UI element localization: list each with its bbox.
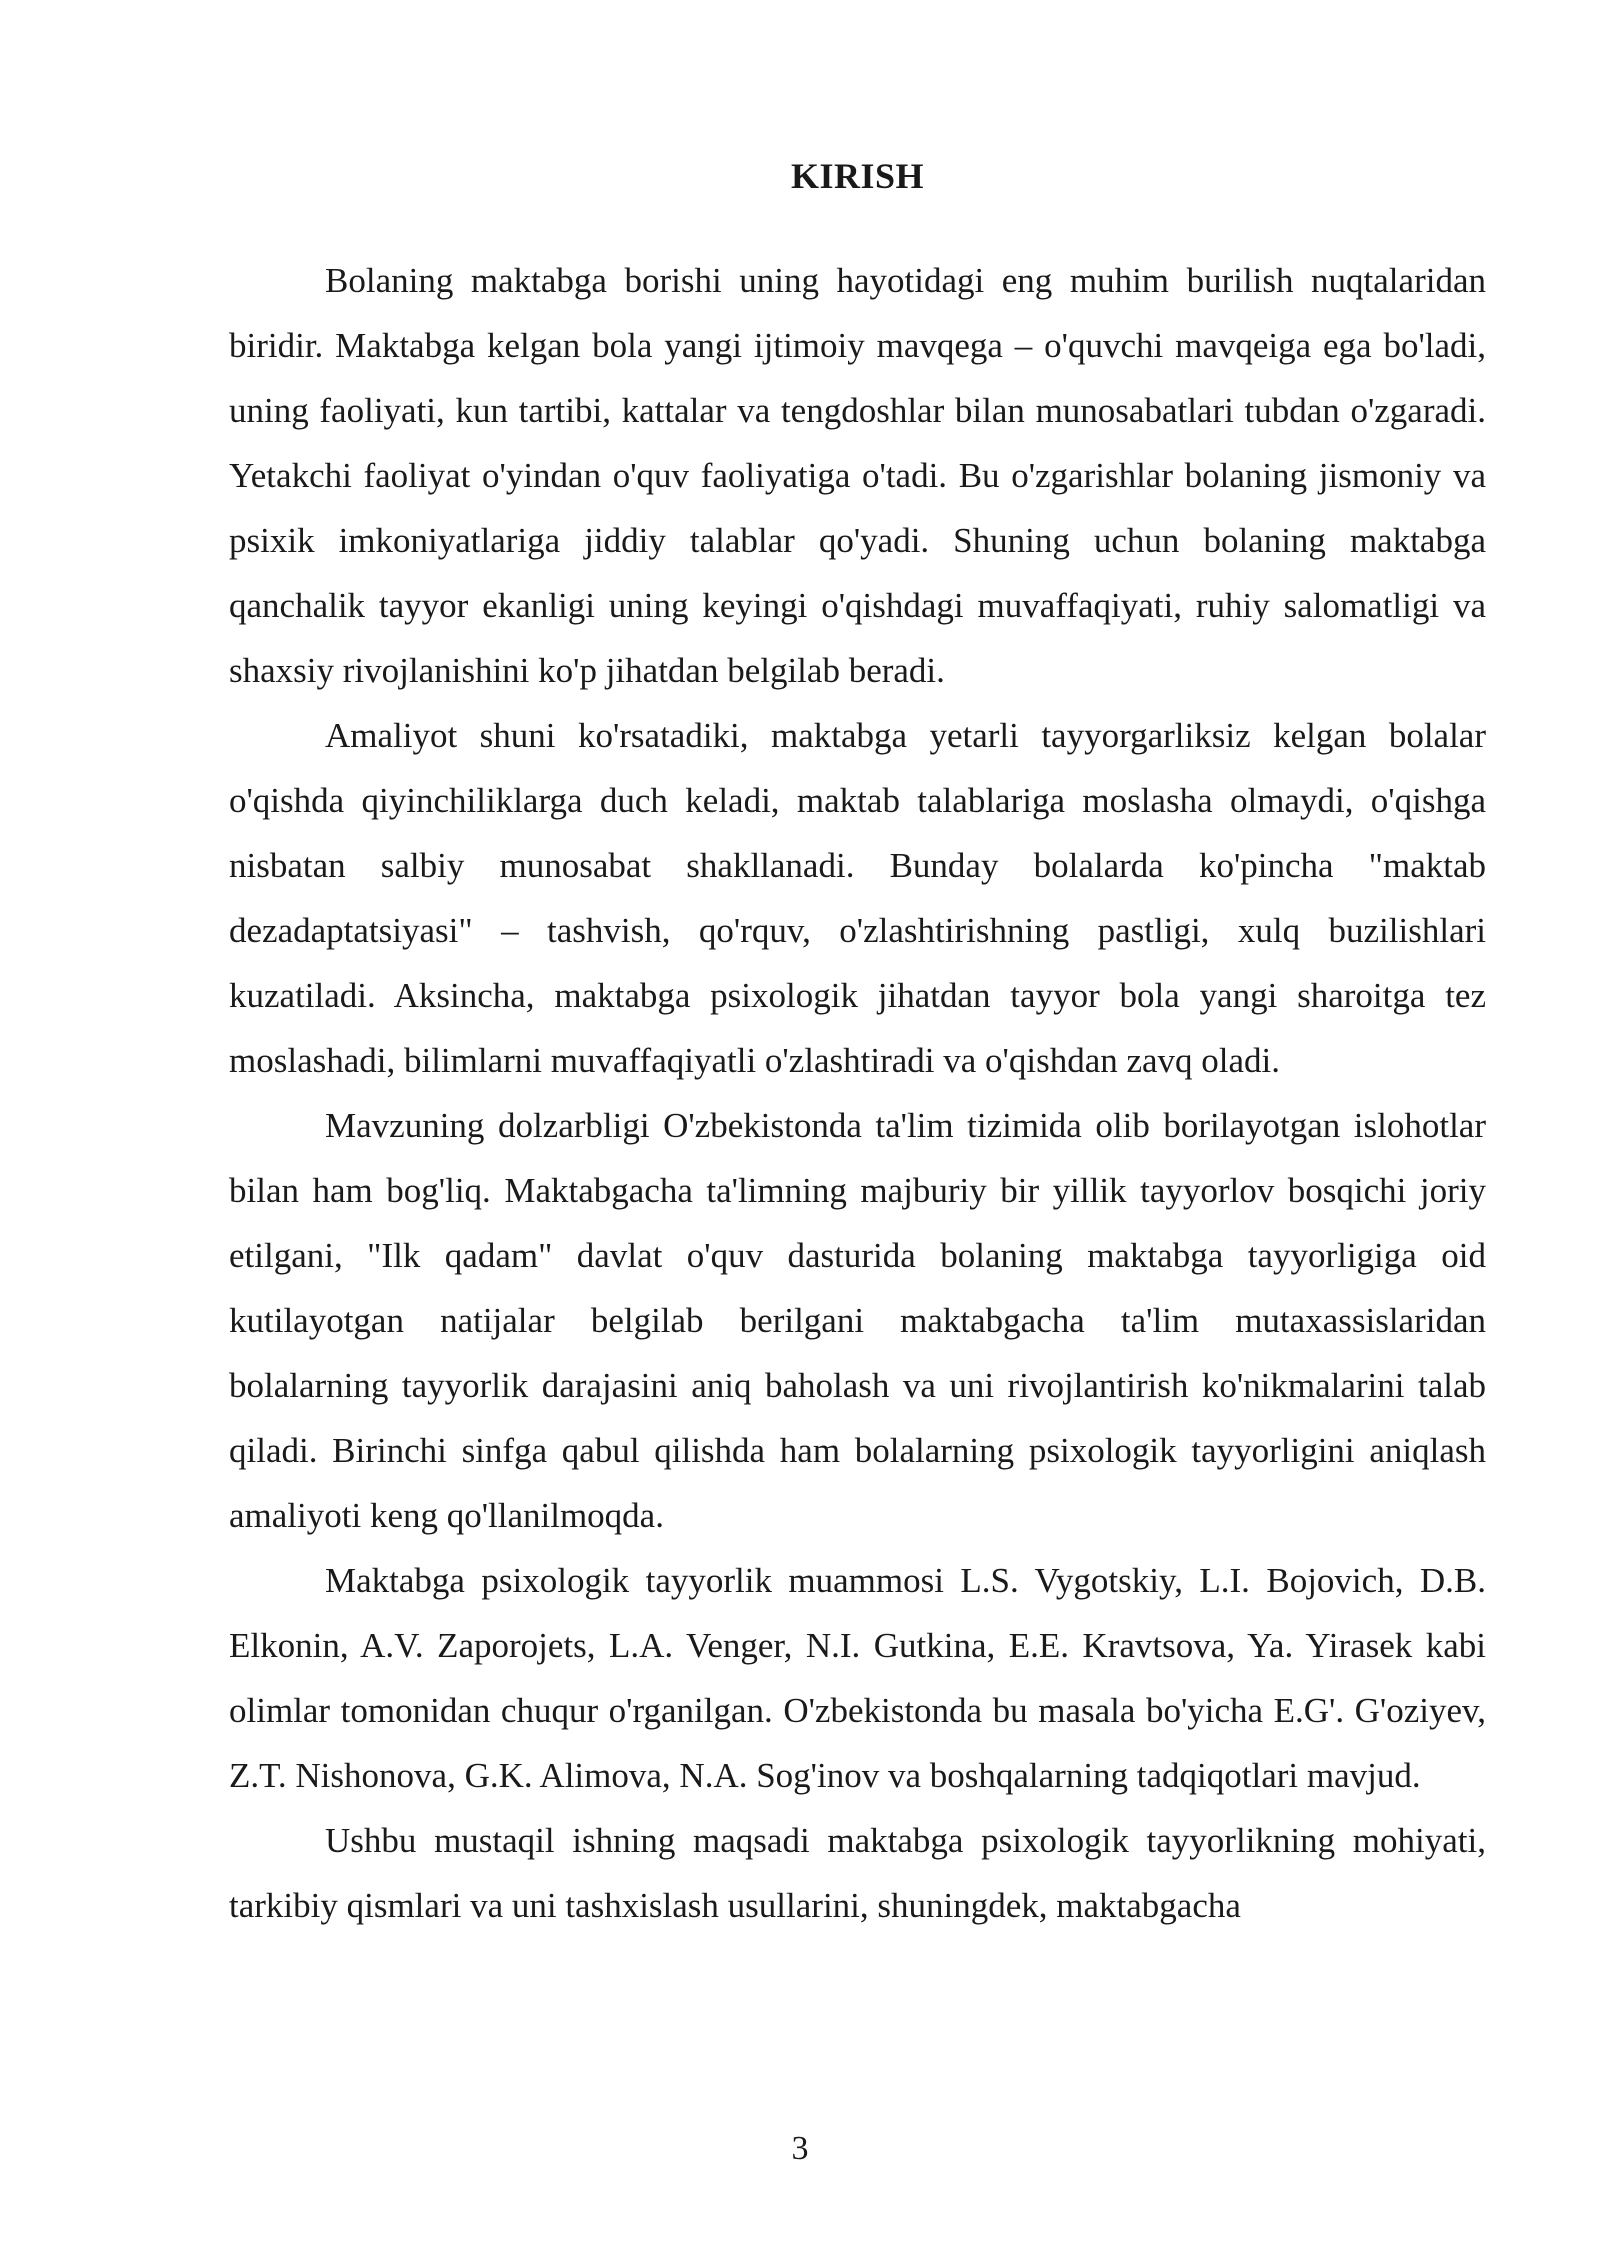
paragraph: Maktabga psixologik tayyorlik muammosi L.S. Vygotskiy, L.I. Bojovich, D.B. Elkonin, A.V. Zaporojets, L.A. Venger, N.I. Gutkina, E.E. Kravtsova, Ya. Yirasek kabi olimlar tomonidan chuqur o'rganilgan. O'zbekistonda bu masala bo'yicha E.G'. G'oziyev, Z.T. Nishonova, G.K. Alimova, N.A. Sog'inov va boshqalarning tadqiqotlari mavjud. xyxy=(229,1561,1486,1795)
paragraph: Mavzuning dolzarbligi O'zbekistonda ta'lim tizimida olib borilayotgan islohotlar bilan ham bog'liq. Maktabgacha ta'limning majburiy bir yillik tayyorlov bosqichi joriy etilgani, "Ilk qadam" davlat o'quv dasturida bolaning maktabga tayyorligiga oid kutilayotgan natijalar belgilab berilgani maktabgacha ta'lim mutaxassislaridan bolalarning tayyorlik darajasini aniq baholash va uni rivojlantirish ko'nikmalarini talab qiladi. Birinchi sinfga qabul qilishda ham bolalarning psixologik tayyorligini aniqlash amaliyoti keng qo'llanilmoqda. xyxy=(229,1106,1486,1535)
paragraph: Ushbu mustaqil ishning maqsadi maktabga psixologik tayyorlikning mohiyati, tarkibiy qismlari va uni tashxislash usullarini, shuningdek, maktabgacha xyxy=(229,1821,1486,1925)
paragraph: Bolaning maktabga borishi uning hayotidagi eng muhim burilish nuqtalaridan biridir. Maktabga kelgan bola yangi ijtimoiy mavqega – o'quvchi mavqeiga ega bo'ladi, uning faoliyati, kun tartibi, kattalar va tengdoshlar bilan munosabatlari tubdan o'zgaradi. Yetakchi faoliyat o'yindan o'quv faoliyatiga o'tadi. Bu o'zgarishlar bolaning jismoniy va psixik imkoniyatlariga jiddiy talablar qo'yadi. Shuning uchun bolaning maktabga qanchalik tayyor ekanligi uning keyingi o'qishdagi muvaffaqiyati, ruhiy salomatligi va shaxsiy rivojlanishini ko'p jihatdan belgilab beradi. xyxy=(229,261,1486,690)
body-text xyxy=(229,248,1486,1938)
paragraph: Amaliyot shuni ko'rsatadiki, maktabga yetarli tayyorgarliksiz kelgan bolalar o'qishda qiyinchiliklarga duch keladi, maktab talablariga moslasha olmaydi, o'qishga nisbatan salbiy munosabat shakllanadi. Bunday bolalarda ko'pincha "maktab dezadaptatsiyasi" – tashvish, qo'rquv, o'zlashtirishning pastligi, xulq buzilishlari kuzatiladi. Aksincha, maktabga psixologik jihatdan tayyor bola yangi sharoitga tez moslashadi, bilimlarni muvaffaqiyatli o'zlashtiradi va o'qishdan zavq oladi. xyxy=(229,716,1486,1080)
section-heading: KIRISH xyxy=(790,156,925,196)
page-number: 3 xyxy=(791,2130,809,2167)
